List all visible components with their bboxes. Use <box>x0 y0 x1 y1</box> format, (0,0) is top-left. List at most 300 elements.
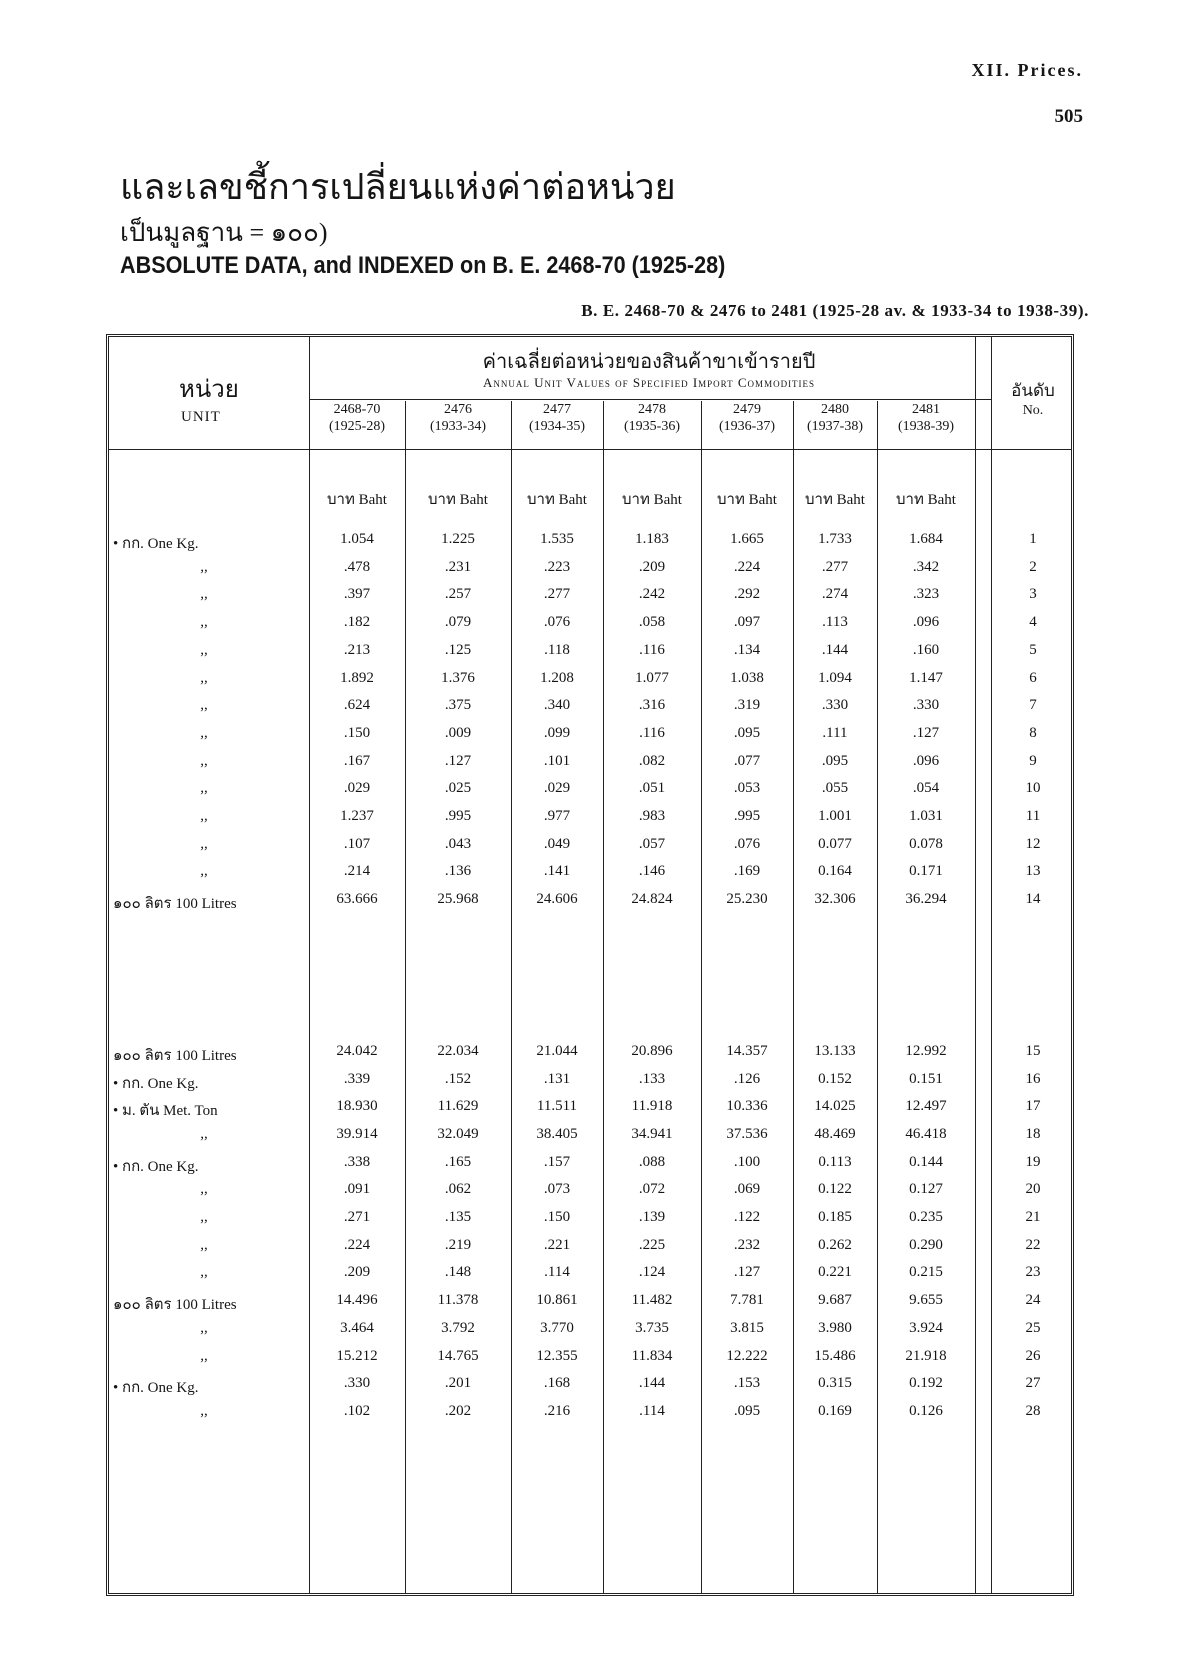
value-cell: 11.511 <box>536 1098 578 1115</box>
row-number: 12 <box>1025 835 1041 852</box>
year-be: 2479 <box>733 402 761 417</box>
value-cell: .025 <box>444 780 472 797</box>
value-cell: .097 <box>733 614 761 631</box>
table-row <box>109 804 1071 832</box>
value-cell: .271 <box>343 1209 371 1225</box>
value-cell: .224 <box>733 558 761 575</box>
value-cell: .342 <box>912 558 940 575</box>
value-cell: 1.535 <box>540 531 574 547</box>
english-title: ABSOLUTE DATA, and INDEXED on B. E. 2468-70 (1925-28) <box>120 252 726 279</box>
value-cell: .274 <box>821 586 849 603</box>
value-cell: 0.164 <box>818 863 852 880</box>
value-cell: .221 <box>543 1236 571 1253</box>
value-cell: .096 <box>912 752 940 769</box>
value-cell: .051 <box>638 780 666 797</box>
value-cell: .053 <box>733 780 761 797</box>
value-cell: 25.968 <box>437 891 479 908</box>
value-cell: .319 <box>733 697 761 714</box>
value-cell: 7.781 <box>730 1292 764 1309</box>
value-cell: .231 <box>444 558 472 575</box>
thai-subtitle: เป็นมูลฐาน = ๑๐๐) <box>120 218 328 247</box>
row-number: 15 <box>1025 1042 1041 1059</box>
unit-cell: ,, <box>200 1236 208 1253</box>
table-row <box>109 859 1071 887</box>
value-cell: 0.151 <box>909 1070 943 1087</box>
value-cell: .073 <box>543 1181 571 1198</box>
value-cell: 1.225 <box>441 531 475 547</box>
value-cell: .113 <box>822 614 848 631</box>
year-be: 2468-70 <box>333 402 381 417</box>
header-rule <box>309 399 991 400</box>
value-cell: 14.025 <box>814 1098 856 1115</box>
value-cell: 37.536 <box>726 1125 768 1142</box>
value-cell: 0.152 <box>818 1070 852 1087</box>
period-range: B. E. 2468-70 & 2476 to 2481 (1925-28 av. & 1933-34 to 1938-39). <box>581 301 1089 320</box>
unit-header-thai: หน่วย <box>179 377 239 403</box>
table-row <box>109 527 1071 555</box>
currency-label: บาท Baht <box>327 492 387 508</box>
value-cell: .118 <box>544 641 570 658</box>
unit-cell: ๑๐๐ ลิตร 100 Litres <box>113 896 237 913</box>
value-cell: .224 <box>343 1236 371 1253</box>
value-cell: 0.122 <box>818 1181 852 1198</box>
value-cell: 18.930 <box>336 1098 378 1115</box>
value-cell: 0.221 <box>818 1264 852 1281</box>
value-cell: 0.262 <box>818 1236 852 1253</box>
value-cell: 1.054 <box>340 531 374 547</box>
value-cell: 11.378 <box>437 1292 479 1309</box>
table-row <box>109 1233 1071 1261</box>
year-ad: (1933-34) <box>430 419 486 434</box>
value-cell: 0.192 <box>909 1375 943 1392</box>
unit-cell: ,, <box>200 1264 208 1281</box>
row-number: 1 <box>1029 531 1037 547</box>
value-cell: 1.183 <box>635 531 669 547</box>
year-be: 2477 <box>543 402 571 417</box>
currency-label: บาท Baht <box>717 492 777 508</box>
value-cell: .114 <box>639 1402 665 1419</box>
unit-cell: • กก. One Kg. <box>113 536 199 552</box>
value-cell: .995 <box>733 808 761 824</box>
no-header: No. <box>1022 403 1044 418</box>
table-row <box>109 887 1071 915</box>
year-header <box>511 401 603 435</box>
row-number: 3 <box>1029 586 1037 603</box>
value-cell: .214 <box>343 863 371 880</box>
row-number: 18 <box>1025 1125 1041 1142</box>
value-cell: .375 <box>444 697 472 714</box>
row-number: 28 <box>1025 1402 1041 1419</box>
value-cell: 1.684 <box>909 531 943 547</box>
row-number: 24 <box>1025 1292 1041 1309</box>
value-cell: .127 <box>444 752 472 769</box>
value-cell: 12.497 <box>905 1098 947 1115</box>
value-cell: 3.924 <box>909 1319 943 1336</box>
value-cell: 3.464 <box>340 1319 374 1336</box>
table-row <box>109 1177 1071 1205</box>
value-cell: 21.918 <box>905 1347 947 1364</box>
value-cell: 1.001 <box>818 808 852 824</box>
unit-cell: ,, <box>200 1125 208 1142</box>
table-row <box>109 1122 1071 1150</box>
row-number: 8 <box>1029 724 1037 741</box>
row-number: 23 <box>1025 1264 1041 1281</box>
year-header <box>603 401 701 435</box>
value-cell: .330 <box>821 697 849 714</box>
value-cell: .144 <box>821 641 849 658</box>
value-cell: .077 <box>733 752 761 769</box>
value-cell: .144 <box>638 1375 666 1392</box>
value-cell: .055 <box>821 780 849 797</box>
value-cell: .124 <box>638 1264 666 1281</box>
value-cell: .079 <box>444 614 472 631</box>
currency-label: บาท Baht <box>622 492 682 508</box>
value-cell: 0.078 <box>909 835 943 852</box>
group-header-thai: ค่าเฉลี่ยต่อหน่วยของสินค้าขาเข้ารายปี <box>482 351 816 373</box>
value-cell: .277 <box>543 586 571 603</box>
value-cell: .100 <box>733 1153 761 1170</box>
value-cell: 24.824 <box>631 891 673 908</box>
row-number: 10 <box>1025 780 1041 797</box>
value-cell: 1.038 <box>730 669 764 686</box>
table-row <box>109 1205 1071 1233</box>
row-number: 20 <box>1025 1181 1041 1198</box>
row-number: 5 <box>1029 641 1037 658</box>
value-cell: .202 <box>444 1402 472 1419</box>
table-row <box>109 1399 1071 1427</box>
value-cell: 15.212 <box>336 1347 378 1364</box>
table-row <box>109 1288 1071 1316</box>
value-cell: 3.792 <box>441 1319 475 1336</box>
value-cell: .122 <box>733 1209 761 1225</box>
value-cell: 0.113 <box>818 1153 852 1170</box>
unit-header: UNIT <box>181 409 221 425</box>
value-cell: .131 <box>543 1070 571 1087</box>
table-row <box>109 1094 1071 1122</box>
value-cell: .134 <box>733 641 761 658</box>
row-number: 11 <box>1025 808 1041 824</box>
value-cell: .133 <box>638 1070 666 1087</box>
value-cell: .062 <box>444 1181 472 1198</box>
value-cell: .076 <box>733 835 761 852</box>
row-number: 4 <box>1029 614 1037 631</box>
year-ad: (1936-37) <box>719 419 775 434</box>
year-be: 2481 <box>912 402 940 417</box>
value-cell: .323 <box>912 586 940 603</box>
value-cell: .213 <box>343 641 371 658</box>
table-row <box>109 610 1071 638</box>
year-header <box>309 401 405 435</box>
value-cell: .977 <box>543 808 571 824</box>
row-number: 14 <box>1025 891 1041 908</box>
row-number: 16 <box>1025 1070 1041 1087</box>
value-cell: .088 <box>638 1153 666 1170</box>
value-cell: 3.770 <box>540 1319 574 1336</box>
unit-cell: ,, <box>200 558 208 575</box>
year-ad: (1937-38) <box>807 419 863 434</box>
group-header: Annual Unit Values of Specified Import Commodities <box>482 375 816 390</box>
currency-label: บาท Baht <box>805 492 865 508</box>
table-row <box>109 666 1071 694</box>
value-cell: .983 <box>638 808 666 824</box>
value-cell: 9.655 <box>909 1292 943 1309</box>
unit-cell: ๑๐๐ ลิตร 100 Litres <box>113 1297 237 1314</box>
value-cell: .049 <box>543 835 571 852</box>
value-cell: .340 <box>543 697 571 714</box>
value-cell: 1.237 <box>340 808 374 824</box>
value-cell: .225 <box>638 1236 666 1253</box>
value-cell: 3.815 <box>730 1319 764 1336</box>
value-cell: 34.941 <box>631 1125 673 1142</box>
value-cell: 21.044 <box>536 1042 578 1059</box>
value-cell: .009 <box>444 724 472 741</box>
value-cell: .127 <box>912 724 940 741</box>
table-row <box>109 582 1071 610</box>
no-header-thai: อันดับ <box>1011 381 1055 400</box>
value-cell: .054 <box>912 780 940 797</box>
value-cell: 9.687 <box>818 1292 852 1309</box>
table-row <box>109 1371 1071 1399</box>
value-cell: 14.765 <box>437 1347 479 1364</box>
value-cell: 12.355 <box>536 1347 578 1364</box>
value-cell: 0.315 <box>818 1375 852 1392</box>
row-number: 13 <box>1025 863 1041 880</box>
unit-cell: • กก. One Kg. <box>113 1380 199 1397</box>
value-cell: .029 <box>343 780 371 797</box>
value-cell: 14.496 <box>336 1292 378 1309</box>
value-cell: .330 <box>343 1375 371 1392</box>
value-cell: 63.666 <box>336 891 378 908</box>
value-cell: 1.147 <box>909 669 943 686</box>
value-cell: .126 <box>733 1070 761 1087</box>
unit-cell: • ม. ตัน Met. Ton <box>113 1103 218 1120</box>
value-cell: 10.861 <box>536 1292 578 1309</box>
table-row <box>109 1344 1071 1372</box>
year-header <box>701 401 793 435</box>
value-cell: 39.914 <box>336 1125 378 1142</box>
value-cell: 0.126 <box>909 1402 943 1419</box>
value-cell: .091 <box>343 1181 371 1198</box>
row-number: 6 <box>1029 669 1037 686</box>
unit-cell: ,, <box>200 614 208 631</box>
value-cell: 12.222 <box>726 1347 768 1364</box>
value-cell: 1.094 <box>818 669 852 686</box>
table-row <box>109 721 1071 749</box>
value-cell: 3.980 <box>818 1319 852 1336</box>
unit-cell: ,, <box>200 669 208 686</box>
value-cell: .277 <box>821 558 849 575</box>
value-cell: 32.306 <box>814 891 856 908</box>
value-cell: .257 <box>444 586 472 603</box>
value-cell: 25.230 <box>726 891 768 908</box>
value-cell: 36.294 <box>905 891 947 908</box>
value-cell: .201 <box>444 1375 472 1392</box>
value-cell: .082 <box>638 752 666 769</box>
value-cell: .219 <box>444 1236 472 1253</box>
value-cell: .096 <box>912 614 940 631</box>
value-cell: .216 <box>543 1402 571 1419</box>
value-cell: 11.629 <box>437 1098 479 1115</box>
value-cell: .095 <box>733 1402 761 1419</box>
value-cell: 14.357 <box>726 1042 768 1059</box>
year-header <box>793 401 877 435</box>
value-cell: .116 <box>639 641 665 658</box>
table-row <box>109 1260 1071 1288</box>
value-cell: .127 <box>733 1264 761 1281</box>
unit-cell: ,, <box>200 697 208 714</box>
value-cell: .152 <box>444 1070 472 1087</box>
value-cell: 15.486 <box>814 1347 856 1364</box>
table-row <box>109 1150 1071 1178</box>
value-cell: .242 <box>638 586 666 603</box>
value-cell: 24.606 <box>536 891 578 908</box>
value-cell: 24.042 <box>336 1042 378 1059</box>
unit-cell: ,, <box>200 835 208 852</box>
value-cell: 10.336 <box>726 1098 768 1115</box>
value-cell: 38.405 <box>536 1125 578 1142</box>
value-cell: .339 <box>343 1070 371 1087</box>
value-cell: .169 <box>733 863 761 880</box>
currency-label: บาท Baht <box>896 492 956 508</box>
unit-cell: • กก. One Kg. <box>113 1075 199 1092</box>
row-number: 9 <box>1029 752 1037 769</box>
value-cell: 1.665 <box>730 531 764 547</box>
value-cell: .148 <box>444 1264 472 1281</box>
row-number: 21 <box>1025 1209 1041 1225</box>
value-cell: .223 <box>543 558 571 575</box>
year-header <box>405 401 511 435</box>
value-cell: 12.992 <box>905 1042 947 1059</box>
value-cell: .111 <box>822 724 848 741</box>
table-row <box>109 1316 1071 1344</box>
value-cell: 1.031 <box>909 808 943 824</box>
value-cell: 46.418 <box>905 1125 947 1142</box>
row-number: 19 <box>1025 1153 1041 1170</box>
row-number: 25 <box>1025 1319 1041 1336</box>
value-cell: .232 <box>733 1236 761 1253</box>
value-cell: .160 <box>912 641 940 658</box>
value-cell: .076 <box>543 614 571 631</box>
unit-cell: ,, <box>200 641 208 658</box>
unit-cell: ,, <box>200 863 208 880</box>
value-cell: .139 <box>638 1209 666 1225</box>
value-cell: 0.171 <box>909 863 943 880</box>
thai-title: และเลขชี้การเปลี่ยนแห่งค่าต่อหน่วย <box>120 167 676 207</box>
value-cell: .072 <box>638 1181 666 1198</box>
value-cell: .101 <box>543 752 571 769</box>
header-rule <box>109 449 1071 450</box>
value-cell: 13.133 <box>814 1042 856 1059</box>
table-row <box>109 638 1071 666</box>
currency-label: บาท Baht <box>527 492 587 508</box>
value-cell: .209 <box>638 558 666 575</box>
year-be: 2480 <box>821 402 849 417</box>
value-cell: 48.469 <box>814 1125 856 1142</box>
value-cell: .153 <box>733 1375 761 1392</box>
value-cell: .135 <box>444 1209 472 1225</box>
value-cell: 32.049 <box>437 1125 479 1142</box>
currency-label: บาท Baht <box>428 492 488 508</box>
value-cell: 0.144 <box>909 1153 943 1170</box>
value-cell: 1.733 <box>818 531 852 547</box>
value-cell: .136 <box>444 863 472 880</box>
row-number: 2 <box>1029 558 1037 575</box>
value-cell: .058 <box>638 614 666 631</box>
row-number: 27 <box>1025 1375 1041 1392</box>
table-row <box>109 693 1071 721</box>
value-cell: .114 <box>544 1264 570 1281</box>
year-ad: (1925-28) <box>329 419 385 434</box>
value-cell: 22.034 <box>437 1042 479 1059</box>
value-cell: .165 <box>444 1153 472 1170</box>
value-cell: .095 <box>733 724 761 741</box>
value-cell: .141 <box>543 863 571 880</box>
unit-cell: ๑๐๐ ลิตร 100 Litres <box>113 1047 237 1064</box>
unit-cell: ,, <box>200 1347 208 1364</box>
value-cell: .397 <box>343 586 371 603</box>
value-cell: .150 <box>543 1209 571 1225</box>
year-ad: (1938-39) <box>898 419 954 434</box>
value-cell: 0.215 <box>909 1264 943 1281</box>
value-cell: .338 <box>343 1153 371 1170</box>
unit-cell: ,, <box>200 586 208 603</box>
unit-cell: ,, <box>200 808 208 824</box>
table-row <box>109 1039 1071 1067</box>
row-number: 26 <box>1025 1347 1041 1364</box>
value-cell: .157 <box>543 1153 571 1170</box>
value-cell: .069 <box>733 1181 761 1198</box>
table-row <box>109 832 1071 860</box>
value-cell: 3.735 <box>635 1319 669 1336</box>
unit-cell: ,, <box>200 1319 208 1336</box>
table-row <box>109 776 1071 804</box>
value-cell: 1.077 <box>635 669 669 686</box>
value-cell: .116 <box>639 724 665 741</box>
value-cell: 11.918 <box>631 1098 673 1115</box>
value-cell: 1.892 <box>340 669 374 686</box>
value-cell: .209 <box>343 1264 371 1281</box>
year-header <box>877 401 975 435</box>
unit-cell: ,, <box>200 1181 208 1198</box>
value-cell: .995 <box>444 808 472 824</box>
value-cell: .043 <box>444 835 472 852</box>
value-cell: .057 <box>638 835 666 852</box>
value-cell: .125 <box>444 641 472 658</box>
value-cell: .150 <box>343 724 371 741</box>
page-number: 505 <box>1054 106 1083 127</box>
year-be: 2478 <box>638 402 666 417</box>
year-ad: (1934-35) <box>529 419 585 434</box>
value-cell: 0.077 <box>818 835 852 852</box>
value-cell: 11.834 <box>631 1347 673 1364</box>
value-cell: 0.185 <box>818 1209 852 1225</box>
year-be: 2476 <box>444 402 472 417</box>
value-cell: .168 <box>543 1375 571 1392</box>
unit-cell: ,, <box>200 724 208 741</box>
value-cell: 0.235 <box>909 1209 943 1225</box>
value-cell: 11.482 <box>631 1292 673 1309</box>
value-cell: .316 <box>638 697 666 714</box>
row-number: 17 <box>1025 1098 1041 1115</box>
value-cell: 1.376 <box>441 669 475 686</box>
value-cell: .146 <box>638 863 666 880</box>
unit-cell: • กก. One Kg. <box>113 1158 199 1175</box>
value-cell: 0.127 <box>909 1181 943 1198</box>
unit-cell: ,, <box>200 752 208 769</box>
value-cell: 0.169 <box>818 1402 852 1419</box>
data-table <box>106 334 1074 1596</box>
section-header: XII. Prices. <box>971 60 1083 80</box>
